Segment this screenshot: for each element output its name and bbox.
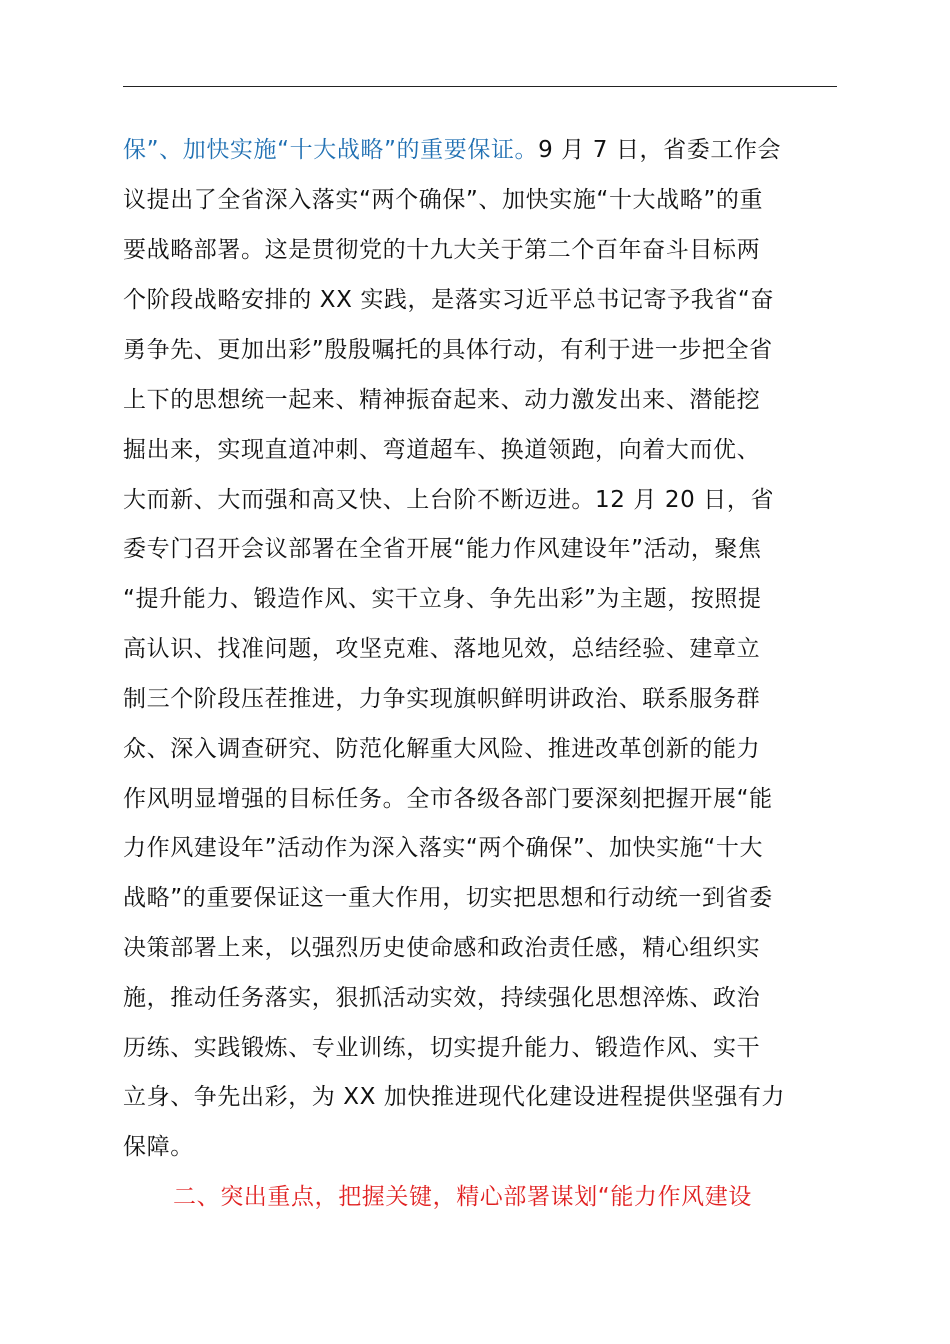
paragraph-line: 立身、争先出彩，为 XX 加快推进现代化建设进程提供坚强有力 bbox=[123, 1084, 786, 1110]
paragraph-line: “提升能力、锻造作风、实干立身、争先出彩”为主题，按照提 bbox=[123, 586, 762, 612]
paragraph-line: 大而新、大而强和高又快、上台阶不断迈进。12 月 20 日，省 bbox=[123, 487, 775, 513]
paragraph-line: 众、深入调查研究、防范化解重大风险、推进改革创新的能力 bbox=[123, 736, 761, 762]
emphasis-text: 保”、加快实施“十大战略”的重要保证。 bbox=[123, 137, 539, 163]
paragraph-line: 力作风建设年”活动作为深入落实“两个确保”、加快实施“十大 bbox=[123, 835, 764, 861]
paragraph-line: 要战略部署。这是贯彻党的十九大关于第二个百年奋斗目标两 bbox=[123, 237, 761, 263]
paragraph-line-1 bbox=[123, 125, 843, 175]
paragraph-line: 高认识、找准问题，攻坚克难、落地见效，总结经验、建章立 bbox=[123, 636, 761, 662]
paragraph-line: 历练、实践锻炼、专业训练，切实提升能力、锻造作风、实干 bbox=[123, 1035, 761, 1061]
paragraph-line: 个阶段战略安排的 XX 实践，是落实习近平总书记寄予我省“奋 bbox=[123, 287, 775, 313]
paragraph-line: 委专门召开会议部署在全省开展“能力作风建设年”活动，聚焦 bbox=[123, 536, 762, 562]
paragraph-line: 议提出了全省深入落实“两个确保”、加快实施“十大战略”的重 bbox=[123, 187, 764, 213]
paragraph-line: 制三个阶段压茬推进，力争实现旗帜鲜明讲政治、联系服务群 bbox=[123, 686, 761, 712]
paragraph-line: 勇争先、更加出彩”殷殷嘱托的具体行动，有利于进一步把全省 bbox=[123, 337, 773, 363]
paragraph-line: 作风明显增强的目标任务。全市各级各部门要深刻把握开展“能 bbox=[123, 786, 773, 812]
section-heading: 二、突出重点，把握关键，精心部署谋划“能力作风建设 bbox=[173, 1184, 752, 1210]
paragraph-line: 战略”的重要保证这一重大作用，切实把思想和行动统一到省委 bbox=[123, 885, 773, 911]
header-rule bbox=[123, 86, 837, 87]
paragraph-line: 掘出来，实现直道冲刺、弯道超车、换道领跑，向着大而优、 bbox=[123, 437, 761, 463]
paragraph-line: 施，推动任务落实，狠抓活动实效，持续强化思想淬炼、政治 bbox=[123, 985, 761, 1011]
paragraph-line: 决策部署上来，以强烈历史使命感和政治责任感，精心组织实 bbox=[123, 935, 761, 961]
paragraph-line: 上下的思想统一起来、精神振奋起来、动力激发出来、潜能挖 bbox=[123, 387, 761, 413]
body-text: 9 月 7 日，省委工作会 bbox=[538, 137, 782, 163]
paragraph-line: 保障。 bbox=[123, 1134, 194, 1160]
